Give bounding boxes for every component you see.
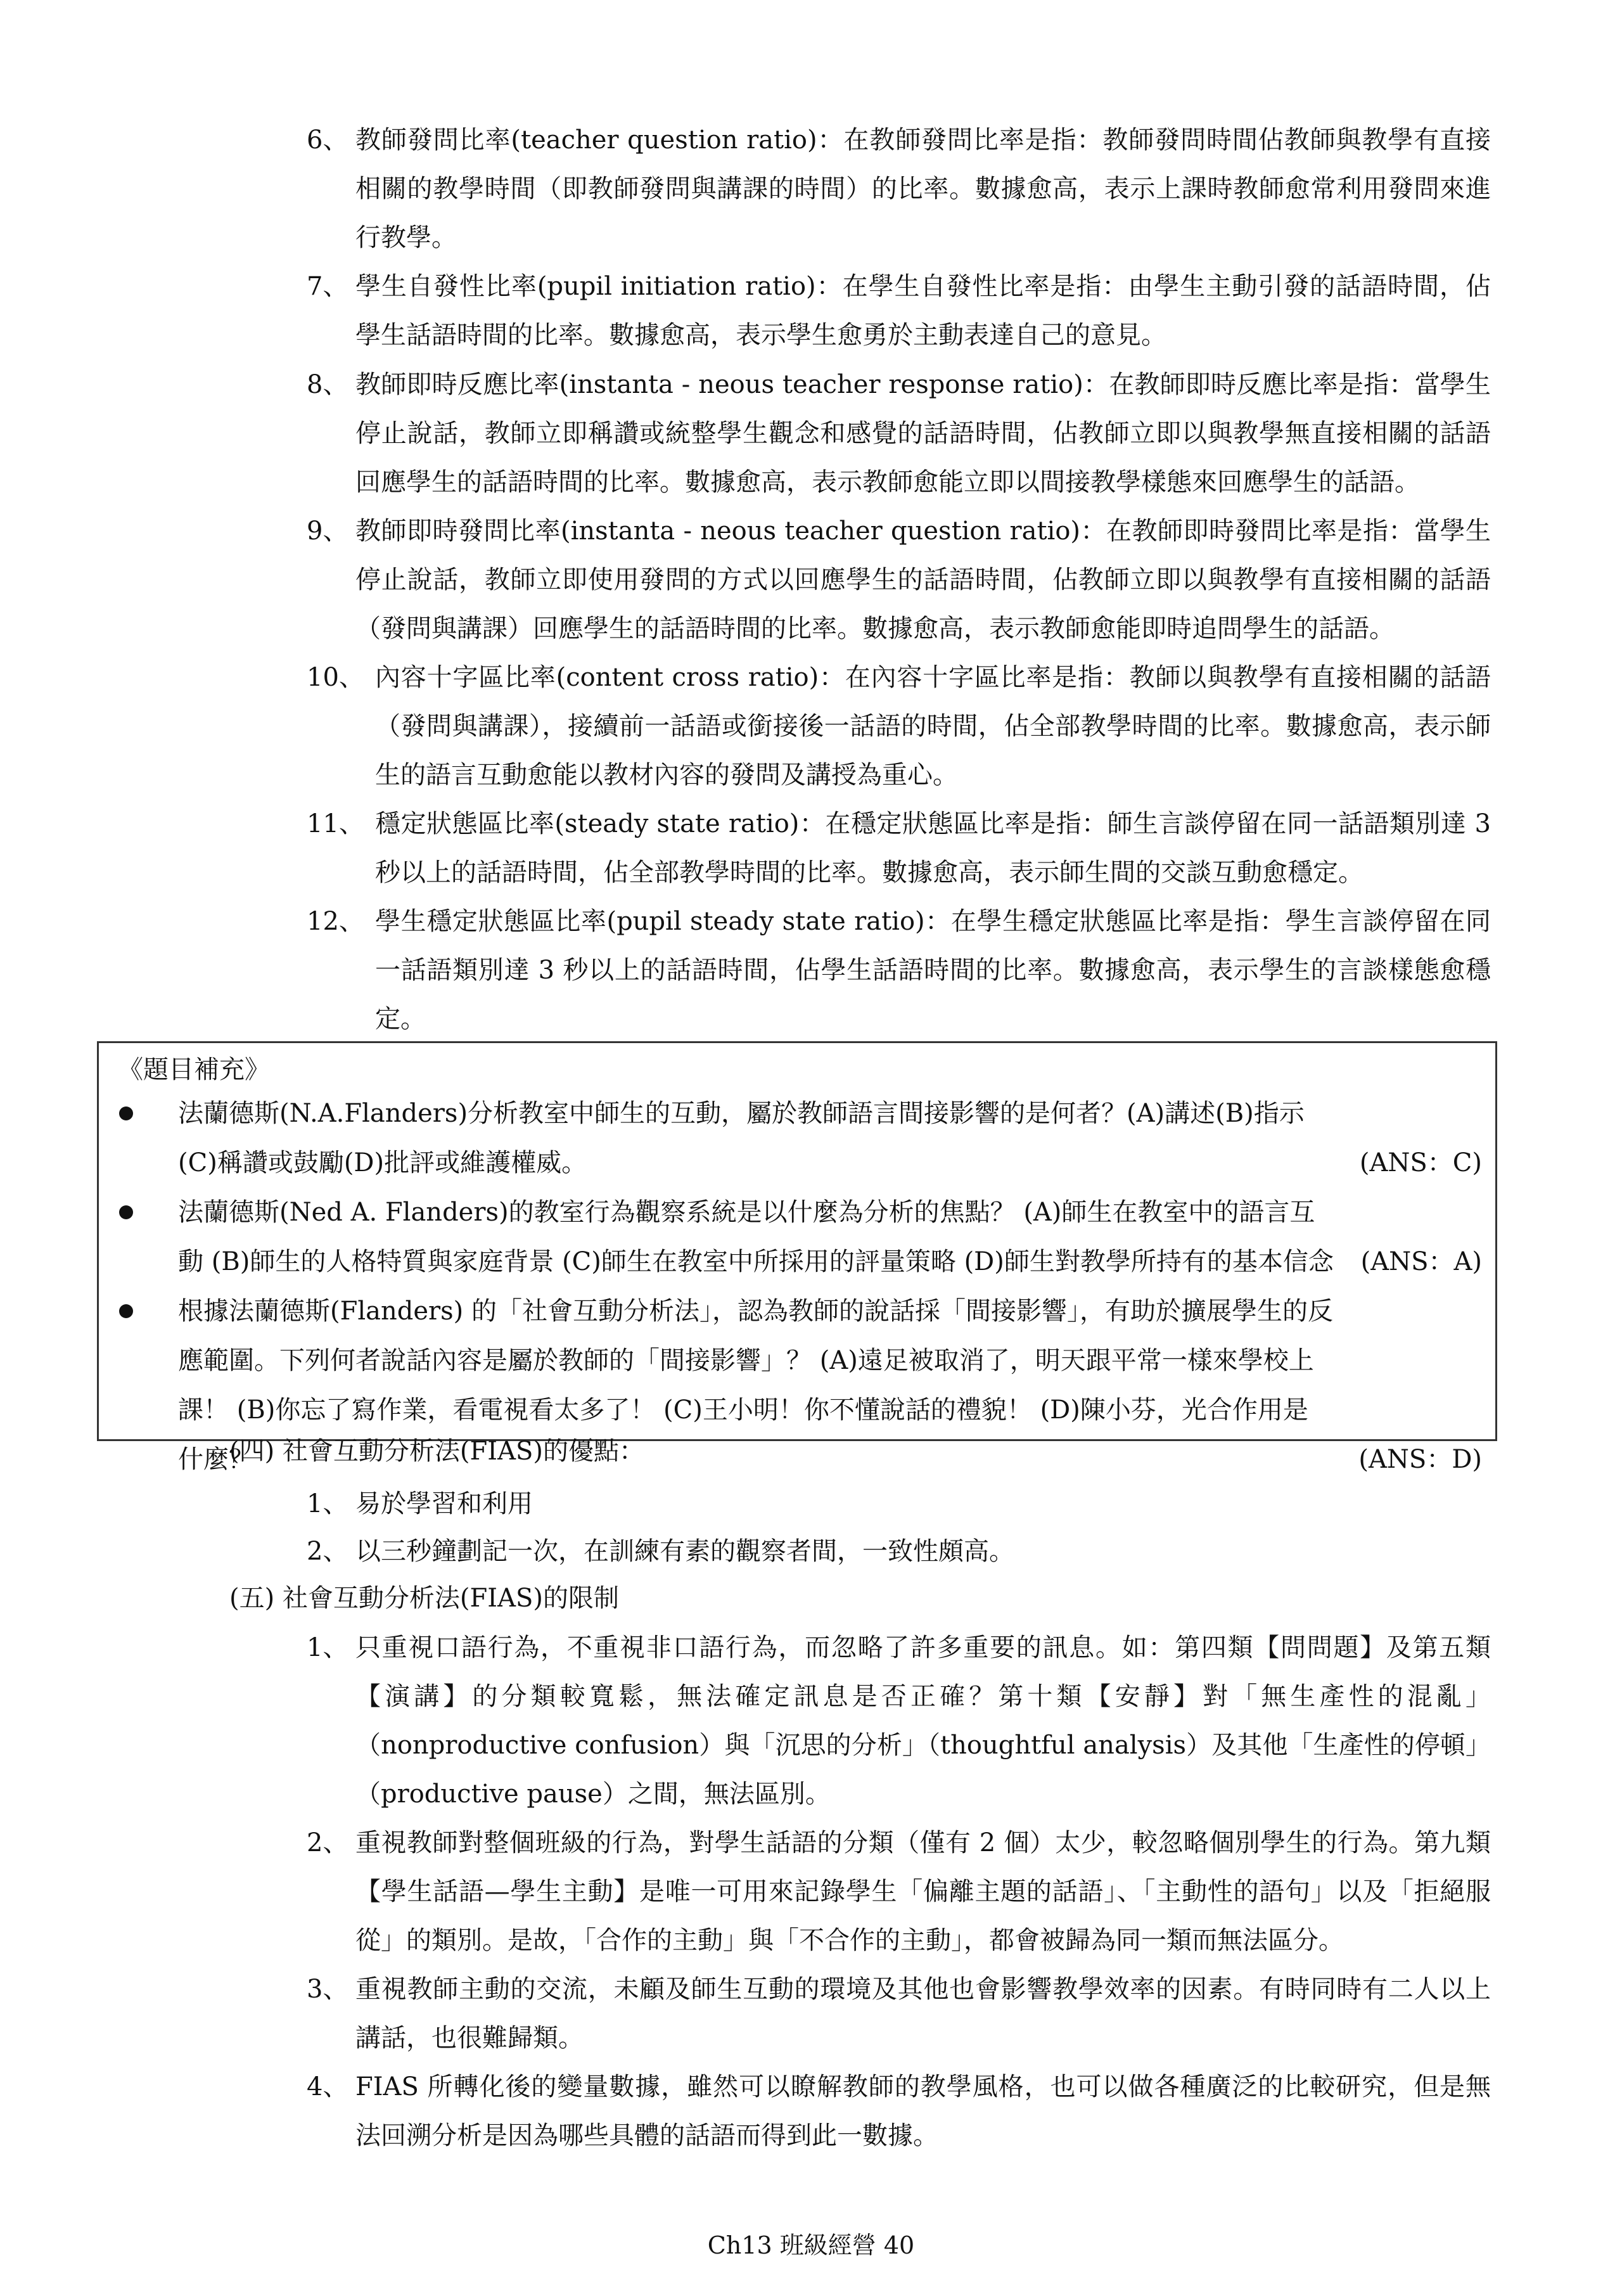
page-footer: Ch13 班級經營 40 [707,2231,915,2259]
item-number: 6、 [307,125,348,155]
list-item-6 [307,116,1491,262]
item-text: 穩定狀態區比率(steady state ratio)：在穩定狀態區比率是指：師生言談停留在同一話語類別達 3 秒以上的話語時間，佔全部教學時間的比率。數據愈高，表示師生間的交談互動愈穩定。 [375,809,1491,887]
list-item-7 [307,262,1491,360]
bullet-icon [119,1106,133,1120]
item-text: 教師發問比率(teacher question ratio)：在教師發問比率是指：教師發問時間佔教師與教學有直接相關的教學時間（即教師發問與講課的時間）的比率。數據愈高，表示上課時教師愈常利用發問來進行教學。 [355,125,1491,252]
item-text: 重視教師主動的交流，未顧及師生互動的環境及其他也會影響教學效率的因素。有時同時有二人以上講話，也很難歸類。 [355,1975,1491,2053]
question-answer: (ANS：A) [1360,1247,1482,1276]
item-number: 4、 [307,2072,348,2101]
item-number: 2、 [307,1828,348,1857]
item-number: 3、 [307,1975,348,2004]
item-number: 8、 [307,370,348,399]
item-number: 7、 [307,272,348,301]
item-text: 教師即時反應比率(instanta - neous teacher response ratio)：在教師即時反應比率是指：當學生停止說話，教師立即稱讚或統整學生觀念和感覺的話語時間，佔教師立即以與教學無直接相關的話語回應學生的話語時間的比率。數據愈高，表示教師愈能立即以間接教學樣態來回應學生的話語。 [355,370,1491,497]
list-item-9 [307,507,1491,653]
item-number: 11、 [307,809,364,838]
item-text: 學生穩定狀態區比率(pupil steady state ratio)：在學生穩定狀態區比率是指：學生言談停留在同一話語類別達 3 秒以上的話語時間，佔學生話語時間的比率。數據愈高，表示學生的言談樣態愈穩定。 [375,907,1491,1034]
bullet-icon [119,1205,133,1219]
section-5-item-1 [307,1624,1491,1819]
item-text: 內容十字區比率(content cross ratio)：在內容十字區比率是指：教師以與教學有直接相關的話語（發問與講課），接續前一話語或銜接後一話語的時間，佔全部教學時間的比率。數據愈高，表示師生的語言互動愈能以教材內容的發問及講授為重心。 [375,663,1491,790]
list-item-10 [307,653,1491,800]
section-4-item-1 [307,1480,1491,1529]
list-item-11 [307,800,1491,897]
question-text: 法蘭德斯(N.A.Flanders)分析教室中師生的互動，屬於教師語言間接影響的是何者？(A)講述(B)指示(C)稱讚或鼓勵(D)批評或維護權威。 [178,1099,1305,1177]
question-text: 法蘭德斯(Ned A. Flanders)的教室行為觀察系統是以什麼為分析的焦點？ (A)師生在教室中的語言互動 (B)師生的人格特質與家庭背景 (C)師生在教室中所採用的評量策略 (D)師生對教學所持有的基本信念 [178,1198,1334,1276]
question-answer: (ANS：D) [1358,1445,1482,1474]
question-1 [178,1089,1482,1188]
item-number: 2、 [307,1537,348,1566]
item-text: 易於學習和利用 [355,1489,533,1518]
section-5-item-2 [307,1819,1491,1965]
item-number: 9、 [307,516,348,546]
item-text: 教師即時發問比率(instanta - neous teacher question ratio)：在教師即時發問比率是指：當學生停止說話，教師立即使用發問的方式以回應學生的話語時間，佔教師立即以與教學有直接相關的話語（發問與講課）回應學生的話語時間的比率。數據愈高，表示教師愈能即時追問學生的話語。 [355,516,1491,643]
list-item-12 [307,897,1491,1044]
section-5-item-3 [307,1965,1491,2063]
item-text: 只重視口語行為，不重視非口語行為，而忽略了許多重要的訊息。如：第四類【問問題】及第五類【演講】的分類較寬鬆，無法確定訊息是否正確？第十類【安靜】對「無生產性的混亂」（nonproductive confusion）與「沉思的分析」（thoughtful analysis）及其他「生產性的停頓」（productive pause）之間，無法區別。 [355,1633,1491,1809]
section-5-heading: (五) 社會互動分析法(FIAS)的限制 [229,1584,619,1613]
question-text: 根據法蘭德斯(Flanders) 的「社會互動分析法」，認為教師的說話採「間接影響」，有助於擴展學生的反應範圍。下列何者說話內容是屬於教師的「間接影響」？ (A)遠足被取消了，明天跟平常一樣來學校上課！ (B)你忘了寫作業，看電視看太多了！ (C)王小明！你不懂說話的禮貌！ (D)陳小芬，光合作用是什麼？ [178,1297,1334,1474]
item-number: 1、 [307,1489,348,1518]
item-text: 以三秒鐘劃記一次，在訓練有素的觀察者間，一致性頗高。 [355,1537,1014,1566]
item-text: 重視教師對整個班級的行為，對學生話語的分類（僅有 2 個）太少，較忽略個別學生的行為。第九類【學生話語—學生主動】是唯一可用來記錄學生「偏離主題的話語」、「主動性的語句」以及「拒絕服從」的類別。是故，「合作的主動」與「不合作的主動」，都會被歸為同一類而無法區分。 [355,1828,1491,1955]
section-4-item-2 [307,1527,1491,1576]
question-answer: (ANS：C) [1359,1148,1482,1177]
item-text: FIAS 所轉化後的變量數據，雖然可以瞭解教師的教學風格，也可以做各種廣泛的比較研究，但是無法回溯分析是因為哪些具體的話語而得到此一數據。 [355,2072,1491,2150]
supplement-title: 《題目補充》 [118,1055,270,1084]
item-number: 1、 [307,1633,348,1662]
list-item-8 [307,361,1491,507]
bullet-icon [119,1304,133,1318]
section-5-item-4 [307,2063,1491,2160]
question-2 [178,1188,1482,1286]
item-number: 12、 [307,907,364,936]
item-text: 學生自發性比率(pupil initiation ratio)：在學生自發性比率是指：由學生主動引發的話語時間，佔學生話語時間的比率。數據愈高，表示學生愈勇於主動表達自己的意見。 [355,272,1491,350]
section-4-heading: (四) 社會互動分析法(FIAS)的優點： [229,1437,644,1466]
item-number: 10、 [307,663,364,692]
